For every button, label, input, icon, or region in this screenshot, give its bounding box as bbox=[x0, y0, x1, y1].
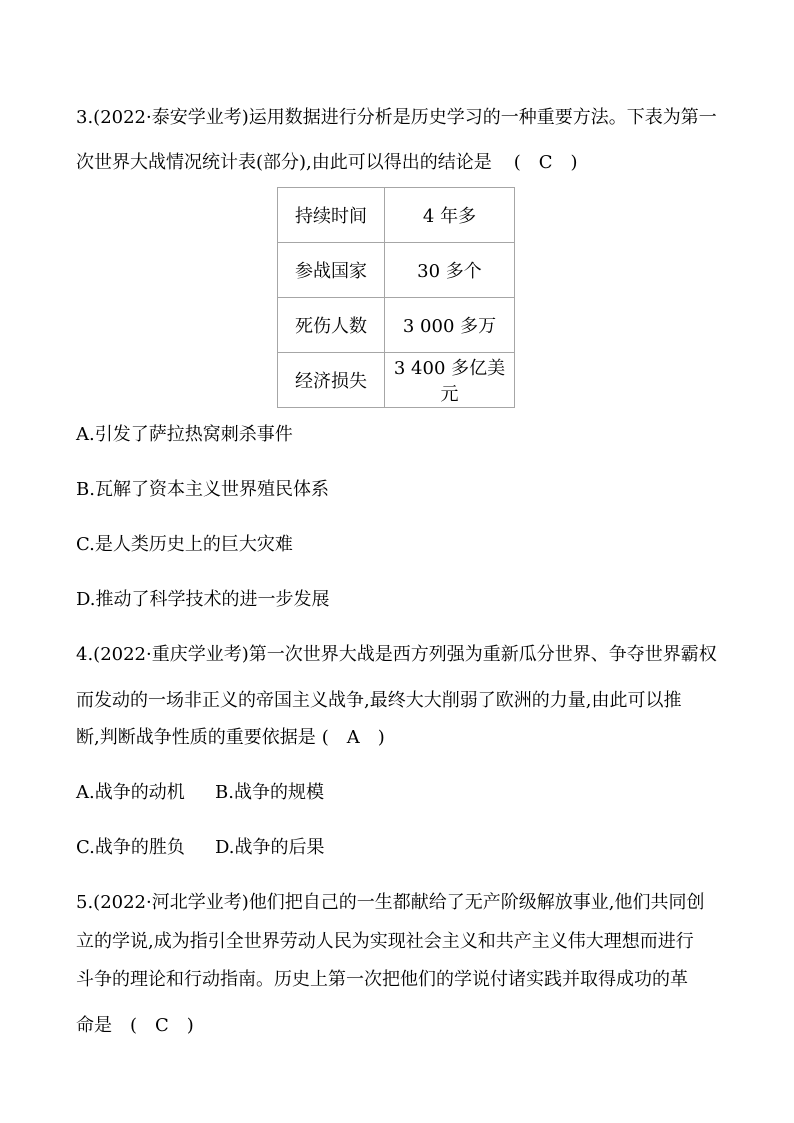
q4-option-b: B.战争的规模 bbox=[215, 782, 324, 803]
q4-stem-end: 断,判断战争性质的重要依据是 bbox=[76, 727, 316, 748]
q4-line-3 bbox=[76, 726, 385, 750]
q4-option-c: C.战争的胜负 bbox=[76, 837, 185, 858]
q3-option-c: C.是人类历史上的巨大灾难 bbox=[76, 534, 293, 555]
table-cell-value: 30 多个 bbox=[385, 243, 515, 298]
q4-option-a: A.战争的动机 bbox=[76, 782, 185, 803]
q4-line-2: 而发动的一场非正义的帝国主义战争,最终大大削弱了欧洲的力量,由此可以推 bbox=[76, 690, 682, 711]
table-cell-value: 3 000 多万 bbox=[385, 298, 515, 353]
q5-line-1: 5.(2022·河北学业考)他们把自己的一生都献给了无产阶级解放事业,他们共同创 bbox=[76, 892, 705, 913]
q3-option-b: B.瓦解了资本主义世界殖民体系 bbox=[76, 479, 329, 500]
table-cell-label: 死伤人数 bbox=[278, 298, 385, 353]
table-row bbox=[278, 243, 515, 298]
table-cell-label: 持续时间 bbox=[278, 188, 385, 243]
q5-line-3: 斗争的理论和行动指南。历史上第一次把他们的学说付诸实践并取得成功的革 bbox=[76, 969, 688, 990]
q3-line-1: 3.(2022·泰安学业考)运用数据进行分析是历史学习的一种重要方法。下表为第一 bbox=[76, 107, 717, 128]
q5-line-4 bbox=[76, 1014, 194, 1038]
q5-answer: ( C ) bbox=[130, 1015, 194, 1036]
table-cell-label: 经济损失 bbox=[278, 353, 385, 408]
q5-line-2: 立的学说,成为指引全世界劳动人民为实现社会主义和共产主义伟大理想而进行 bbox=[76, 931, 694, 952]
q3-line-2 bbox=[76, 151, 578, 175]
table-row bbox=[278, 298, 515, 353]
q4-line-1: 4.(2022·重庆学业考)第一次世界大战是西方列强为重新瓜分世界、争夺世界霸权 bbox=[76, 644, 717, 665]
q3-answer: ( C ) bbox=[513, 152, 578, 173]
ww1-stats-table bbox=[277, 187, 515, 408]
q4-answer: ( A ) bbox=[321, 727, 385, 748]
table-row bbox=[278, 353, 515, 408]
table-cell-label: 参战国家 bbox=[278, 243, 385, 298]
table-cell-value: 4 年多 bbox=[385, 188, 515, 243]
table-row bbox=[278, 188, 515, 243]
q3-option-a: A.引发了萨拉热窝刺杀事件 bbox=[76, 424, 293, 445]
q3-option-d: D.推动了科学技术的进一步发展 bbox=[76, 589, 330, 610]
table-cell-value: 3 400 多亿美元 bbox=[385, 353, 515, 408]
q3-stem-end: 次世界大战情况统计表(部分),由此可以得出的结论是 bbox=[76, 152, 492, 173]
q5-stem-end: 命是 bbox=[76, 1015, 112, 1036]
q4-option-d: D.战争的后果 bbox=[215, 837, 325, 858]
